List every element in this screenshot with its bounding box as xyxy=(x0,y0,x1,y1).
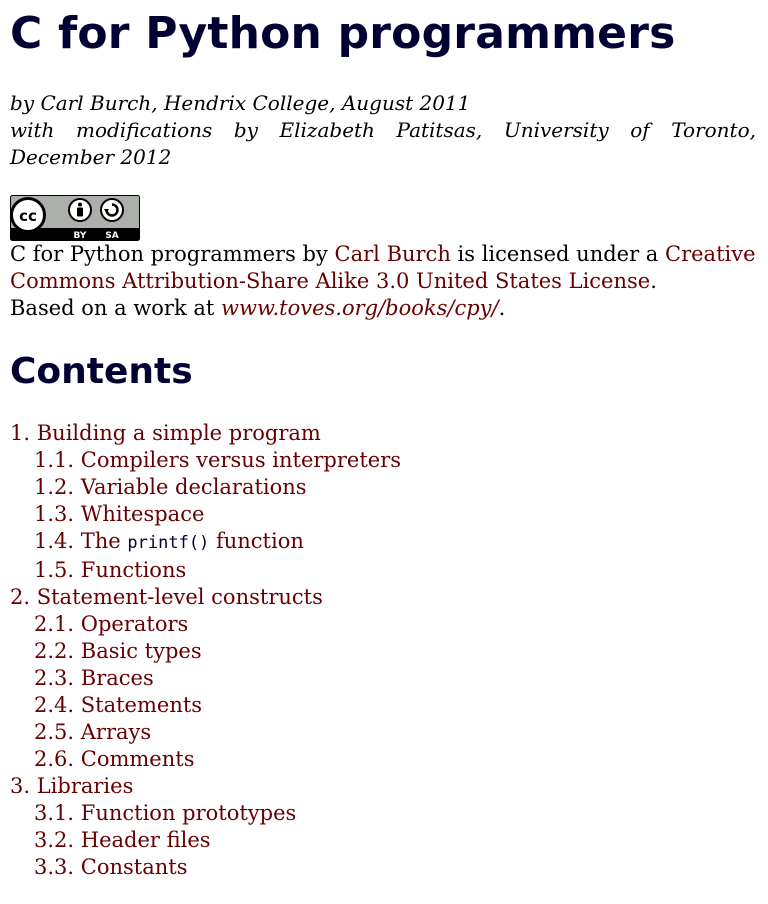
badge-by-label: BY xyxy=(73,231,87,241)
based-on-period: . xyxy=(498,296,506,320)
toc-title: The xyxy=(80,529,128,553)
license-period: . xyxy=(650,269,657,293)
toc-code: printf() xyxy=(127,533,210,553)
toc-item xyxy=(10,692,756,719)
byline-author: by Carl Burch, Hendrix College, August 2011 xyxy=(10,91,471,115)
toc-title: Building a simple program xyxy=(36,421,321,445)
toc-item xyxy=(10,854,756,881)
toc-number: 2.3. xyxy=(34,666,75,690)
toc-link[interactable] xyxy=(10,774,133,798)
toc-title: Statement-level constructs xyxy=(36,585,323,609)
toc-number: 3. xyxy=(10,774,31,798)
toc-link[interactable] xyxy=(34,558,186,582)
toc-title: Comments xyxy=(80,747,195,771)
toc-title: Constants xyxy=(80,855,188,879)
toc-link[interactable] xyxy=(34,828,211,852)
toc-number: 1.4. xyxy=(34,529,75,553)
toc-link[interactable] xyxy=(34,801,296,825)
badge-sa-label: SA xyxy=(105,231,119,241)
toc-number: 2.6. xyxy=(34,747,75,771)
toc-title: Operators xyxy=(80,612,189,636)
toc-item xyxy=(10,665,756,692)
toc-title-suffix: function xyxy=(209,529,304,553)
contents-heading: Contents xyxy=(10,351,193,392)
toc-number: 2.4. xyxy=(34,693,75,717)
toc-link[interactable] xyxy=(10,585,323,609)
toc-link[interactable] xyxy=(34,666,154,690)
cc-license-badge-link[interactable] xyxy=(10,195,140,241)
license-licensed-text: is licensed under a xyxy=(450,242,666,266)
toc-link[interactable] xyxy=(34,855,187,879)
toc-item xyxy=(10,611,756,638)
toc-item xyxy=(10,528,756,557)
toc-item xyxy=(10,447,756,474)
toc-title: Header files xyxy=(80,828,211,852)
toc-item xyxy=(10,420,756,447)
toc-item xyxy=(10,501,756,528)
toc-link[interactable] xyxy=(34,693,202,717)
source-url-link[interactable]: www.toves.org/books/cpy/ xyxy=(221,296,499,320)
toc-link[interactable] xyxy=(34,475,307,499)
license-notice xyxy=(10,241,756,322)
toc-item xyxy=(10,746,756,773)
toc-title: Functions xyxy=(80,558,187,582)
based-on-text: Based on a work at xyxy=(10,296,222,320)
toc-link[interactable] xyxy=(34,612,188,636)
toc-item xyxy=(10,474,756,501)
byline xyxy=(10,90,756,171)
toc-link[interactable] xyxy=(34,720,151,744)
toc-title: Braces xyxy=(80,666,154,690)
license-link[interactable]: Creative Commons Attribution-Share Alike 3.0 United States License xyxy=(10,242,756,293)
toc-title: Variable declarations xyxy=(80,475,307,499)
license-by-text: by xyxy=(295,242,335,266)
toc-item xyxy=(10,584,756,611)
toc-number: 2.1. xyxy=(34,612,75,636)
toc-link[interactable] xyxy=(34,502,204,526)
toc-title: Function prototypes xyxy=(80,801,297,825)
toc-number: 1.3. xyxy=(34,502,75,526)
toc-item xyxy=(10,719,756,746)
toc-number: 1. xyxy=(10,421,31,445)
toc-item xyxy=(10,557,756,584)
toc-link[interactable] xyxy=(34,747,194,771)
toc-link[interactable] xyxy=(34,448,401,472)
toc-item xyxy=(10,638,756,665)
toc-item xyxy=(10,800,756,827)
toc-item xyxy=(10,827,756,854)
toc-number: 1.2. xyxy=(34,475,75,499)
toc-number: 3.3. xyxy=(34,855,75,879)
toc-number: 1.1. xyxy=(34,448,75,472)
toc-link[interactable] xyxy=(34,639,202,663)
toc-title: Statements xyxy=(80,693,203,717)
toc-number: 1.5. xyxy=(34,558,75,582)
toc-item xyxy=(10,773,756,800)
toc-title: Libraries xyxy=(36,774,134,798)
byline-modifications: with modifications by Elizabeth Patitsas, University of Toronto, December 2012 xyxy=(10,118,756,169)
toc-title: Arrays xyxy=(80,720,152,744)
page-title: C for Python programmers xyxy=(10,8,676,59)
toc-title: Whitespace xyxy=(80,502,205,526)
table-of-contents xyxy=(10,420,756,881)
license-work-title: C for Python programmers xyxy=(10,242,296,266)
cc-logo-text: cc xyxy=(19,207,37,225)
toc-title: Basic types xyxy=(80,639,202,663)
cc-by-sa-badge-icon xyxy=(10,195,140,241)
page xyxy=(10,8,756,881)
toc-link[interactable] xyxy=(34,529,304,553)
author-link[interactable]: Carl Burch xyxy=(334,242,451,266)
toc-number: 2.2. xyxy=(34,639,75,663)
toc-number: 2.5. xyxy=(34,720,75,744)
toc-number: 3.2. xyxy=(34,828,75,852)
toc-number: 2. xyxy=(10,585,31,609)
toc-number: 3.1. xyxy=(34,801,75,825)
toc-title: Compilers versus interpreters xyxy=(80,448,402,472)
toc-link[interactable] xyxy=(10,421,321,445)
